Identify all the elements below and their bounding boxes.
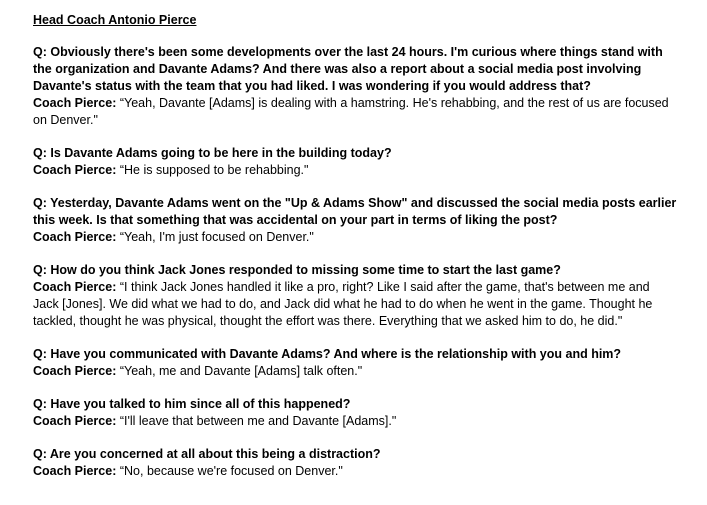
qa-block xyxy=(33,396,677,430)
answer-quote: “I'll leave that between me and Davante [Adams]." xyxy=(119,414,397,428)
answer-text xyxy=(33,279,677,330)
speaker-label: Coach Pierce: xyxy=(33,364,117,378)
question-text: Q: Have you talked to him since all of this happened? xyxy=(33,397,351,411)
qa-block xyxy=(33,446,677,480)
answer-quote: “Yeah, me and Davante [Adams] talk often." xyxy=(119,364,363,378)
question-text: Q: Obviously there's been some developments over the last 24 hours. I'm curious where things stand with the organization and Davante Adams? And there was also a report about a social media post involving Davante's status with the team that you had liked. I was wondering if you would address that? xyxy=(33,45,663,93)
qa-block xyxy=(33,195,677,246)
speaker-label: Coach Pierce: xyxy=(33,464,117,478)
document-title: Head Coach Antonio Pierce xyxy=(33,13,197,27)
answer-quote: “Yeah, Davante [Adams] is dealing with a hamstring. He's rehabbing, and the rest of us are focused on Denver." xyxy=(33,96,669,127)
answer-quote: “He is supposed to be rehabbing." xyxy=(119,163,309,177)
qa-block xyxy=(33,145,677,179)
question-text: Q: Have you communicated with Davante Adams? And where is the relationship with you and him? xyxy=(33,347,622,361)
answer-text xyxy=(33,95,677,129)
answer-text xyxy=(33,229,677,246)
answer-text xyxy=(33,413,677,430)
answer-quote: “Yeah, I'm just focused on Denver." xyxy=(119,230,314,244)
speaker-label: Coach Pierce: xyxy=(33,96,117,110)
answer-quote: “I think Jack Jones handled it like a pro, right? Like I said after the game, that's between me and Jack [Jones]. We did what we had to do, and Jack did what he had to do when he went in the game. Thought he tackled, thought he was physical, thought the effort was there. Everything that we asked him to do, he did." xyxy=(33,280,653,328)
speaker-label: Coach Pierce: xyxy=(33,414,117,428)
speaker-label: Coach Pierce: xyxy=(33,163,117,177)
question-text: Q: Yesterday, Davante Adams went on the "Up & Adams Show" and discussed the social media posts earlier this week. Is that something that was accidental on your part in terms of liking the post? xyxy=(33,196,677,227)
question-text: Q: Are you concerned at all about this being a distraction? xyxy=(33,447,381,461)
speaker-label: Coach Pierce: xyxy=(33,230,117,244)
qa-block xyxy=(33,44,677,129)
question-text: Q: Is Davante Adams going to be here in the building today? xyxy=(33,146,392,160)
speaker-label: Coach Pierce: xyxy=(33,280,117,294)
answer-text xyxy=(33,463,677,480)
answer-text xyxy=(33,162,677,179)
question-text: Q: How do you think Jack Jones responded to missing some time to start the last game? xyxy=(33,263,561,277)
qa-block xyxy=(33,262,677,330)
answer-text xyxy=(33,363,677,380)
answer-quote: “No, because we're focused on Denver." xyxy=(119,464,343,478)
qa-block xyxy=(33,346,677,380)
